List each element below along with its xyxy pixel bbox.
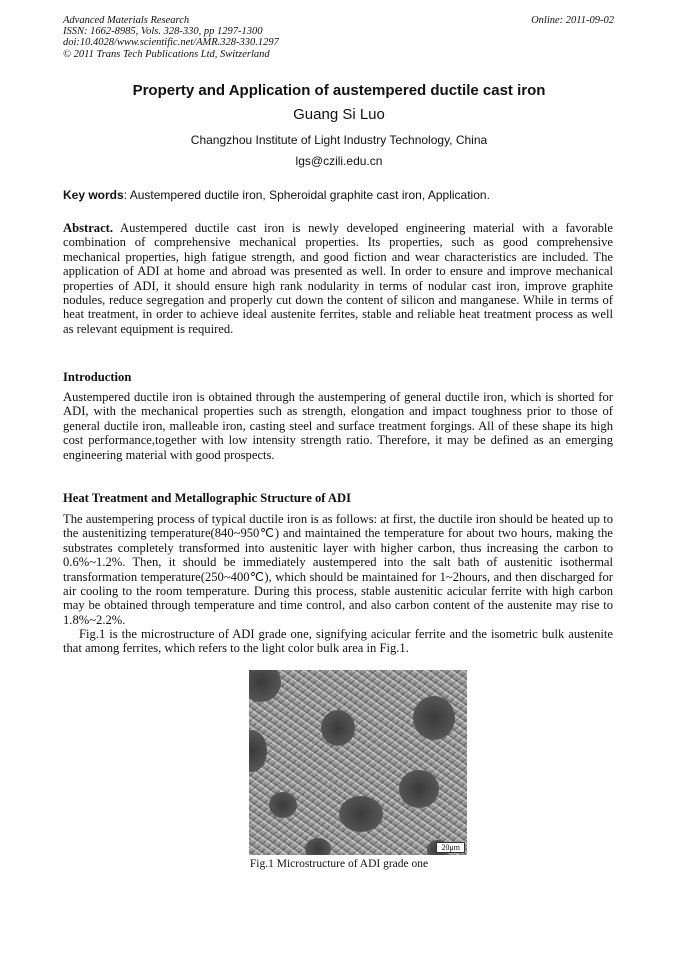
keywords-text: : Austempered ductile iron, Spheroidal graphite cast iron, Application. <box>123 188 490 202</box>
microstructure-image <box>249 670 467 855</box>
journal-header <box>63 15 279 60</box>
abstract <box>63 221 613 336</box>
doi: doi:10.4028/www.scientific.net/AMR.328-330.1297 <box>63 37 279 49</box>
journal-name: Advanced Materials Research <box>63 15 190 26</box>
email: lgs@czili.edu.cn <box>295 154 383 168</box>
section-heading-introduction: Introduction <box>63 370 132 384</box>
heat-treatment-paragraph: The austempering process of typical ductile iron is as follows: at first, the ductile iron should be heated up to the austenitizing temperature(840~950℃) and maintained the temperature for about two hours, making the substrates completely transformed into austenitic layer with higher carbon, thus increasing the carbon to 0.6%~1.2%. Then, it should be immediately austempered into the salt bath of austenitic isothermal transformation temperature(250~400℃), which should be maintained for 1~2hours, and then discharged for air cooling to the room temperature. During this process, stable austenitic acicular ferrite with high carbon may be obtained through temperature and time control, and also carbon content of the austenite may rise to 1.8%~2.2%. <box>63 512 613 627</box>
figure-reference-paragraph: Fig.1 is the microstructure of ADI grade one, signifying acicular ferrite and the isometric bulk austenite that among ferrites, which refers to the light color bulk area in Fig.1. <box>63 627 613 656</box>
issn: ISSN: 1662-8985, Vols. 328-330, pp 1297-1300 <box>63 26 263 38</box>
introduction-paragraph: Austempered ductile iron is obtained through the austempering of general ductile iron, which is shorted for ADI, with the mechanical properties such as strength, elongation and impact toughness prior to those of general ductile iron, malleable iron, casting steel and surface treatment forgings. All of these shape its high cost performance,together with low intensity strength ratio. Therefore, it may be defined as an emerging engineering material with good prospects. <box>63 390 613 462</box>
scale-bar: 20μm <box>436 842 465 853</box>
keywords <box>63 188 490 202</box>
online-date: Online: 2011-09-02 <box>531 15 614 26</box>
abstract-label: Abstract. <box>63 221 114 235</box>
paper-title: Property and Application of austempered ductile cast iron <box>132 82 546 99</box>
copyright: © 2011 Trans Tech Publications Ltd, Switzerland <box>63 48 270 60</box>
abstract-text: Austempered ductile cast iron is newly developed engineering material with a favorable combination of comprehensive mechanical properties. Its properties, such as good comprehensive mechanical properties, high fatigue strength, and good fiction and wear characteristics are included. The application of ADI at home and abroad was presented as well. In order to ensure and improve mechanical properties of ADI, it should ensure high rank nodularity in terms of nodular cast iron, improve graphite nodules, reduce segregation and properly cut down the content of silicon and manganese. While in terms of heat treatment, in order to achieve ideal austenite ferrites, stable and reliable heat treatment process as well as relevant equipment is required. <box>63 221 613 336</box>
author: Guang Si Luo <box>293 106 385 123</box>
affiliation: Changzhou Institute of Light Industry Technology, China <box>190 133 488 147</box>
section-heading-heat-treatment: Heat Treatment and Metallographic Structure of ADI <box>63 491 351 505</box>
figure-caption: Fig.1 Microstructure of ADI grade one <box>249 858 429 870</box>
keywords-label: Key words <box>63 188 124 202</box>
